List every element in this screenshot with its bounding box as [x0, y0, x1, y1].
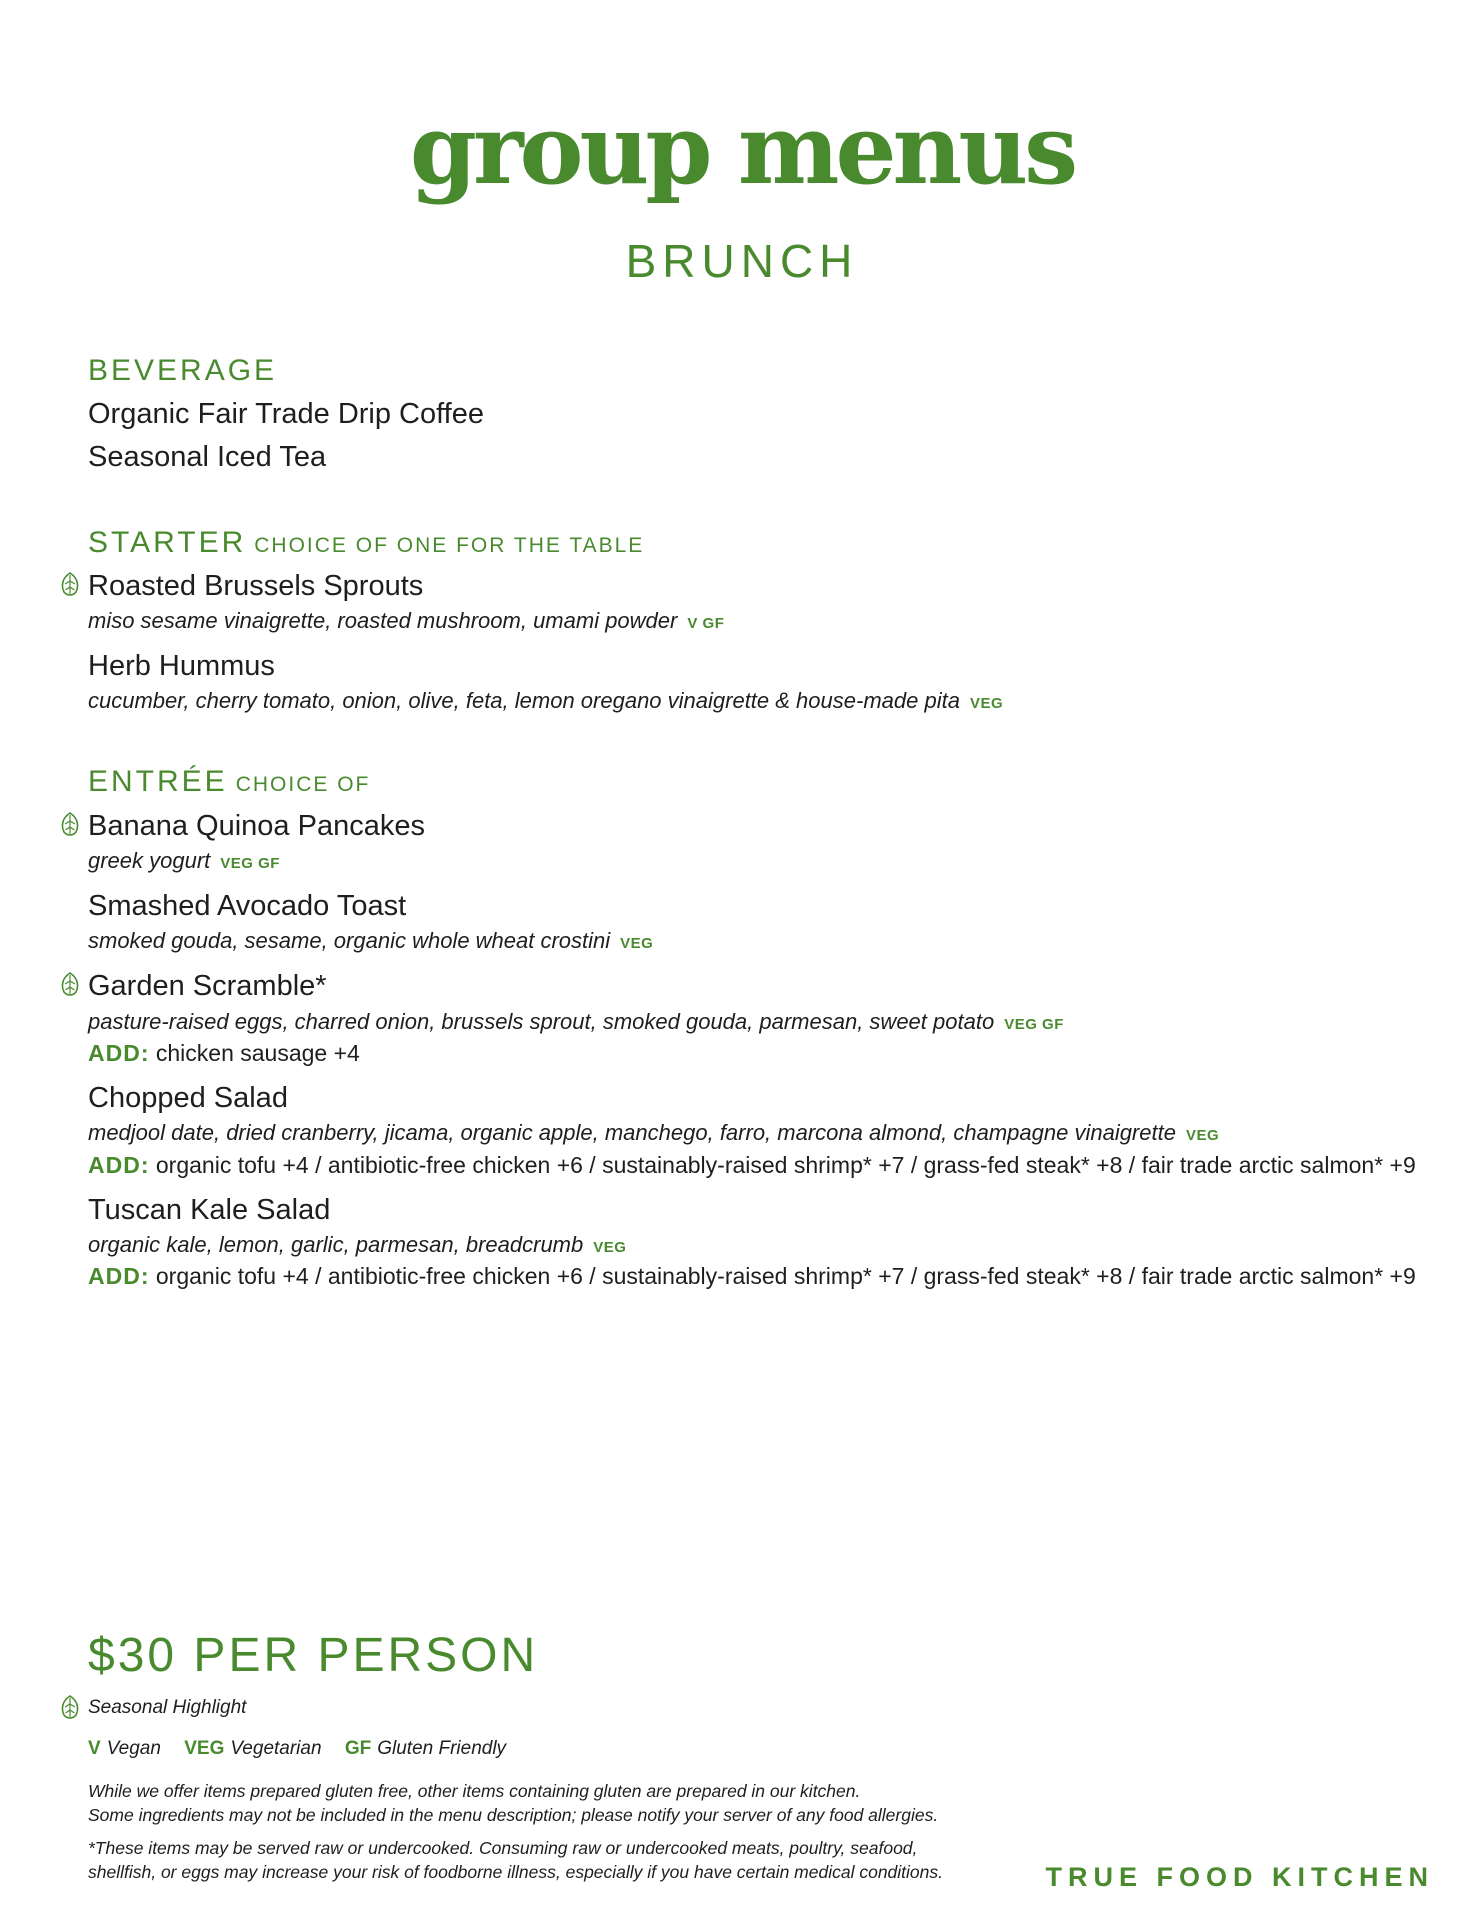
legend-key: VEG [184, 1738, 225, 1759]
description-text: miso sesame vinaigrette, roasted mushroom, umami powder [88, 608, 678, 633]
legend-label: Gluten Friendly [377, 1738, 507, 1759]
dietary-tag: VEG [620, 935, 654, 952]
add-label: ADD: [88, 1263, 150, 1289]
add-label: ADD: [88, 1152, 150, 1178]
entree-heading [88, 767, 370, 797]
disclaimer-line: Some ingredients may not be included in the menu description; please notify your server of any food allergies. [88, 1805, 939, 1825]
add-label: ADD: [88, 1040, 150, 1066]
add-on-options: organic tofu +4 / antibiotic-free chicken +6 / sustainably-raised shrimp* +7 / grass-fed steak* +8 / fair trade arctic salmon* +9 [155, 1152, 1416, 1178]
add-on-line [88, 1042, 360, 1065]
menu-item-name: Banana Quinoa Pancakes [88, 810, 425, 842]
add-on-options: organic tofu +4 / antibiotic-free chicken +6 / sustainably-raised shrimp* +7 / grass-fed steak* +8 / fair trade arctic salmon* +9 [155, 1263, 1416, 1289]
beverage-item: Seasonal Iced Tea [88, 441, 327, 473]
menu-item-name: Roasted Brussels Sprouts [88, 570, 424, 602]
menu-item-name: Chopped Salad [88, 1082, 288, 1114]
add-on-line [88, 1265, 1416, 1288]
dietary-tag: VEG [1185, 1127, 1220, 1144]
price-per-person: $30 PER PERSON [88, 1629, 539, 1682]
page-subtitle: BRUNCH [625, 235, 859, 287]
leaf-icon [58, 1694, 82, 1720]
disclaimer-line: *These items may be served raw or undercooked. Consuming raw or undercooked meats, poultry, seafood, [88, 1838, 918, 1858]
beverage-item: Organic Fair Trade Drip Coffee [88, 398, 484, 430]
page-title: group menus [409, 93, 1075, 206]
description-text: smoked gouda, sesame, organic whole wheat crostini [88, 928, 611, 953]
starter-heading-label: STARTER [88, 526, 247, 559]
description-text: medjool date, dried cranberry, jicama, organic apple, manchego, farro, marcona almond, champagne vinaigrette [88, 1120, 1176, 1145]
legend-item [184, 1738, 321, 1759]
leaf-icon [58, 811, 82, 837]
entree-heading-note: CHOICE OF [235, 773, 371, 796]
menu-item-description [88, 1011, 1064, 1033]
disclaimer-raw [88, 1836, 943, 1884]
legend-key: V [88, 1738, 101, 1759]
disclaimer-gluten [88, 1779, 938, 1827]
starter-heading-note: CHOICE OF ONE FOR THE TABLE [254, 534, 645, 557]
add-on-line [88, 1154, 1416, 1177]
add-on-options: chicken sausage +4 [155, 1040, 360, 1066]
legend-seasonal: Seasonal Highlight [88, 1697, 247, 1718]
dietary-tag: VEG [969, 695, 1004, 712]
menu-item-name: Tuscan Kale Salad [88, 1194, 331, 1226]
menu-item-description [88, 1234, 626, 1256]
legend-key: GF [344, 1738, 372, 1759]
menu-item-description [88, 610, 724, 632]
description-text: pasture-raised eggs, charred onion, brussels sprout, smoked gouda, parmesan, sweet potato [88, 1009, 995, 1034]
dietary-tag: V GF [687, 615, 725, 632]
legend-dietary [88, 1739, 524, 1758]
disclaimer-line: shellfish, or eggs may increase your risk of foodborne illness, especially if you have certain medical conditions. [88, 1862, 944, 1882]
legend-item [88, 1738, 161, 1759]
legend-label: Vegetarian [230, 1738, 322, 1759]
menu-item-description [88, 1122, 1219, 1144]
menu-item-description [88, 690, 1003, 712]
leaf-icon [58, 571, 82, 597]
description-text: greek yogurt [88, 848, 211, 873]
legend-label: Vegan [106, 1738, 161, 1759]
dietary-tag: VEG [593, 1239, 627, 1256]
menu-item-name: Herb Hummus [88, 650, 275, 682]
description-text: cucumber, cherry tomato, onion, olive, feta, lemon oregano vinaigrette & house-made pita [88, 688, 960, 713]
leaf-icon [58, 971, 82, 997]
menu-item-name: Smashed Avocado Toast [88, 890, 407, 922]
dietary-tag: VEG GF [220, 855, 280, 872]
legend-item [345, 1738, 506, 1759]
disclaimer-line: While we offer items prepared gluten free, other items containing gluten are prepared in our kitchen. [88, 1781, 861, 1801]
beverage-heading: BEVERAGE [88, 354, 278, 387]
brand-logo: TRUE FOOD KITCHEN [1045, 1862, 1434, 1892]
menu-item-name: Garden Scramble* [88, 970, 327, 1002]
dietary-tag: VEG GF [1004, 1016, 1064, 1033]
entree-heading-label: ENTRÉE [88, 765, 228, 798]
starter-heading [88, 528, 644, 558]
description-text: organic kale, lemon, garlic, parmesan, breadcrumb [88, 1232, 584, 1257]
menu-item-description [88, 850, 280, 872]
menu-item-description [88, 930, 653, 952]
